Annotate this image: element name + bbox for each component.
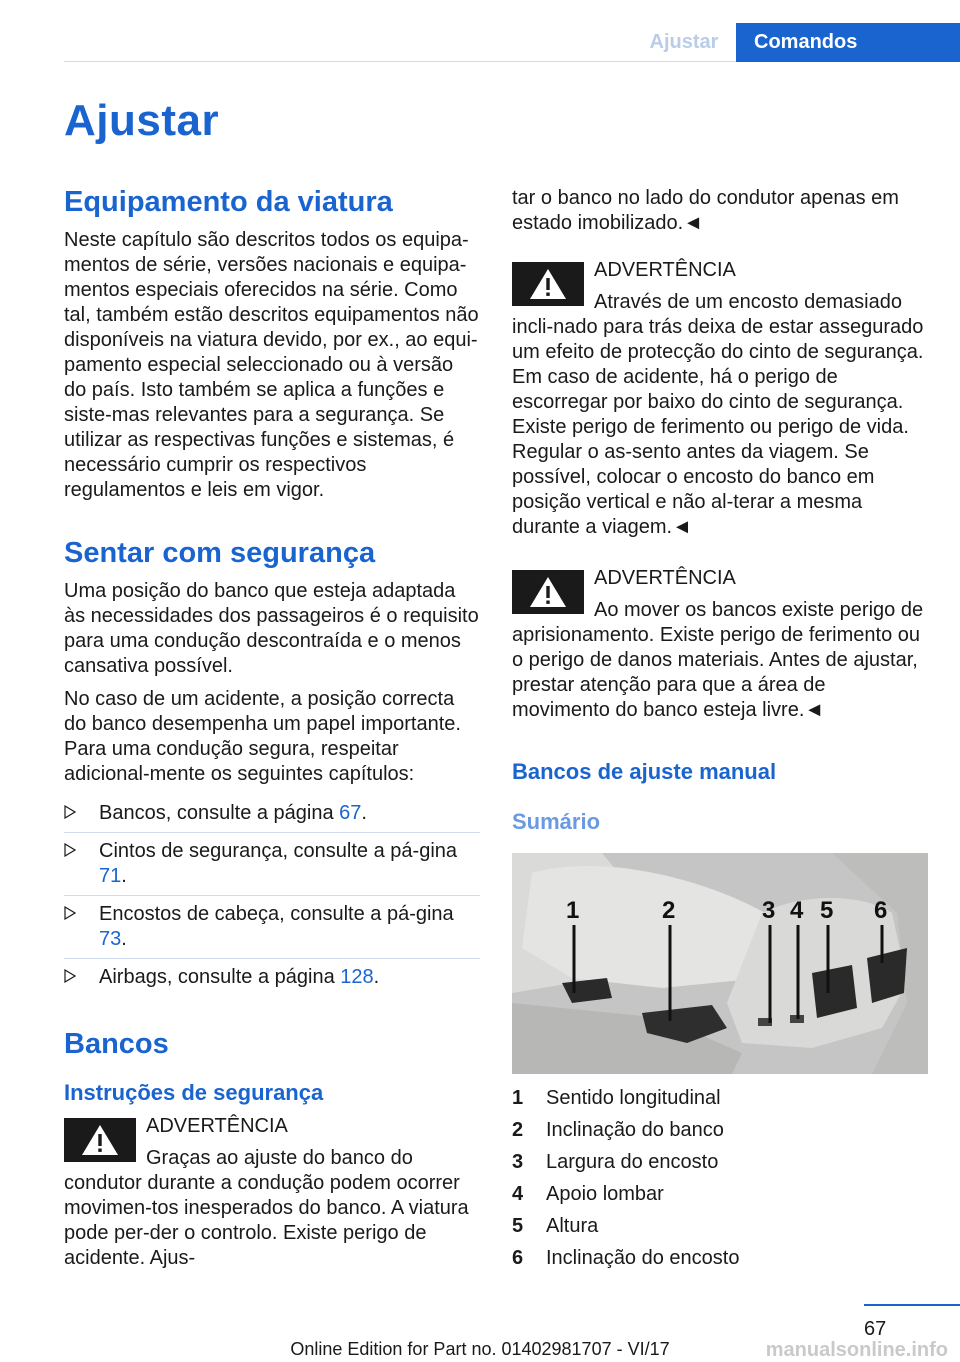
triangle-bullet-icon bbox=[64, 969, 76, 983]
warning-text: Graças ao ajuste do banco do condutor durante a condução podem ocorrer movimen-tos inesperados do banco. A viatura pode per-der o controlo. Existe perigo de acidente. Ajus- bbox=[64, 1147, 469, 1269]
ref-end: . bbox=[373, 966, 380, 988]
warning-icon bbox=[512, 262, 584, 306]
page-link[interactable]: 67 bbox=[339, 802, 362, 824]
seat-text-1: Uma posição do banco que esteja adaptada às necessidades dos passageiros é o requisito para uma condução descontraída e o menos cansativa possível. bbox=[64, 580, 479, 677]
page-title: Ajustar bbox=[64, 96, 220, 145]
bancos-heading: Bancos bbox=[64, 1028, 169, 1060]
figure-label: 6 bbox=[874, 897, 888, 924]
header-tab-ajustar[interactable]: Ajustar bbox=[649, 31, 719, 53]
instr-heading: Instruções de segurança bbox=[64, 1080, 324, 1105]
warning-block-1 bbox=[64, 1114, 480, 1271]
list-item bbox=[64, 795, 480, 833]
legend-item: 3 Largura do encosto bbox=[512, 1151, 719, 1173]
warning-title: ADVERTÊNCIA bbox=[594, 259, 736, 281]
figure-label: 4 bbox=[790, 897, 804, 924]
watermark: manualsonline.info bbox=[765, 1339, 948, 1361]
list-item bbox=[64, 896, 480, 959]
ref-text: Cintos de segurança, consulte a pá-gina bbox=[99, 840, 458, 862]
page-link[interactable]: 128 bbox=[340, 966, 374, 988]
right-column bbox=[512, 186, 928, 1274]
ref-text: Encostos de cabeça, consulte a pá-gina bbox=[99, 903, 454, 925]
ref-end: . bbox=[121, 928, 127, 950]
warning-icon bbox=[512, 570, 584, 614]
equip-text: Neste capítulo são descritos todos os equipa-mentos de série, versões nacionais e equipa-mentos especiais oferecidos na série. Como tal, também estão descritos equipamentos não disponíveis na viatura devido, por ex., ao equi-pamento especial seleccionado ou à versão do país. Isto também se aplica a funções e siste-mas relevantes para a segurança. Se utilizar as respectivas funções e sistemas, é necessário cumprir os respectivos regulamentos e leis em vigor. bbox=[64, 229, 479, 501]
figure-label: 3 bbox=[762, 897, 776, 924]
equip-heading: Equipamento da viatura bbox=[64, 186, 393, 218]
seat-heading: Sentar com segurança bbox=[64, 537, 376, 569]
seat-controls-figure bbox=[512, 853, 928, 1074]
header-tab-comandos[interactable]: Comandos bbox=[736, 23, 960, 62]
page-number: 67 bbox=[864, 1318, 887, 1340]
warning-block-2 bbox=[512, 258, 928, 540]
ref-end: . bbox=[121, 865, 127, 887]
list-item bbox=[64, 959, 480, 996]
warning-title: ADVERTÊNCIA bbox=[594, 567, 736, 589]
seat-text-2: No caso de um acidente, a posição correcta do banco desempenha um papel importante. Para uma condução segura, respeitar adicional-mente os seguintes capítulos: bbox=[64, 688, 461, 785]
ref-end: . bbox=[361, 802, 367, 824]
triangle-bullet-icon bbox=[64, 843, 76, 857]
figure-legend bbox=[512, 1082, 928, 1274]
page-link[interactable]: 71 bbox=[99, 865, 122, 887]
list-item bbox=[64, 833, 480, 896]
footer-edition: Online Edition for Part no. 01402981707 - VI/17 bbox=[290, 1339, 670, 1359]
warning-continued-text: tar o banco no lado do condutor apenas em estado imobilizado.◄ bbox=[512, 187, 899, 234]
legend-item: 5 Altura bbox=[512, 1215, 599, 1237]
ref-text: Airbags, consulte a página bbox=[99, 966, 341, 988]
summary-heading: Sumário bbox=[512, 809, 601, 834]
page-number-rule bbox=[864, 1304, 960, 1306]
legend-item: 6 Inclinação do encosto bbox=[512, 1247, 740, 1269]
warning-text: Através de um encosto demasiado incli-nado para trás deixa de estar assegurado um efeito de protecção do cinto de segurança. Em caso de acidente, há o perigo de escorregar por baixo do cinto de segurança. Existe perigo de ferimento ou perigo de vida. Regular o as-sento antes da viagem. Se possível, colocar o encosto do banco em posição vertical e não al-terar a mesma durante a viagem.◄ bbox=[512, 291, 924, 538]
warning-icon bbox=[64, 1118, 136, 1162]
figure-label: 1 bbox=[566, 897, 580, 924]
left-column bbox=[64, 182, 480, 1271]
warning-block-3 bbox=[512, 566, 928, 723]
figure-label: 2 bbox=[662, 897, 676, 924]
warning-text: Ao mover os bancos existe perigo de aprisionamento. Existe perigo de ferimento ou o perigo de danos materiais. Antes de ajustar, prestar atenção para que a área de movimento do banco esteja livre.◄ bbox=[512, 599, 924, 721]
ref-text: Bancos, consulte a página bbox=[99, 802, 340, 824]
triangle-bullet-icon bbox=[64, 906, 76, 920]
warning-title: ADVERTÊNCIA bbox=[146, 1115, 288, 1137]
legend-item: 4 Apoio lombar bbox=[512, 1183, 664, 1205]
reference-list bbox=[64, 795, 480, 996]
legend-item: 1 Sentido longitudinal bbox=[512, 1087, 721, 1109]
figure-label: 5 bbox=[820, 897, 834, 924]
page-link[interactable]: 73 bbox=[99, 928, 122, 950]
manual-heading: Bancos de ajuste manual bbox=[512, 759, 777, 784]
triangle-bullet-icon bbox=[64, 805, 76, 819]
legend-item: 2 Inclinação do banco bbox=[512, 1119, 724, 1141]
